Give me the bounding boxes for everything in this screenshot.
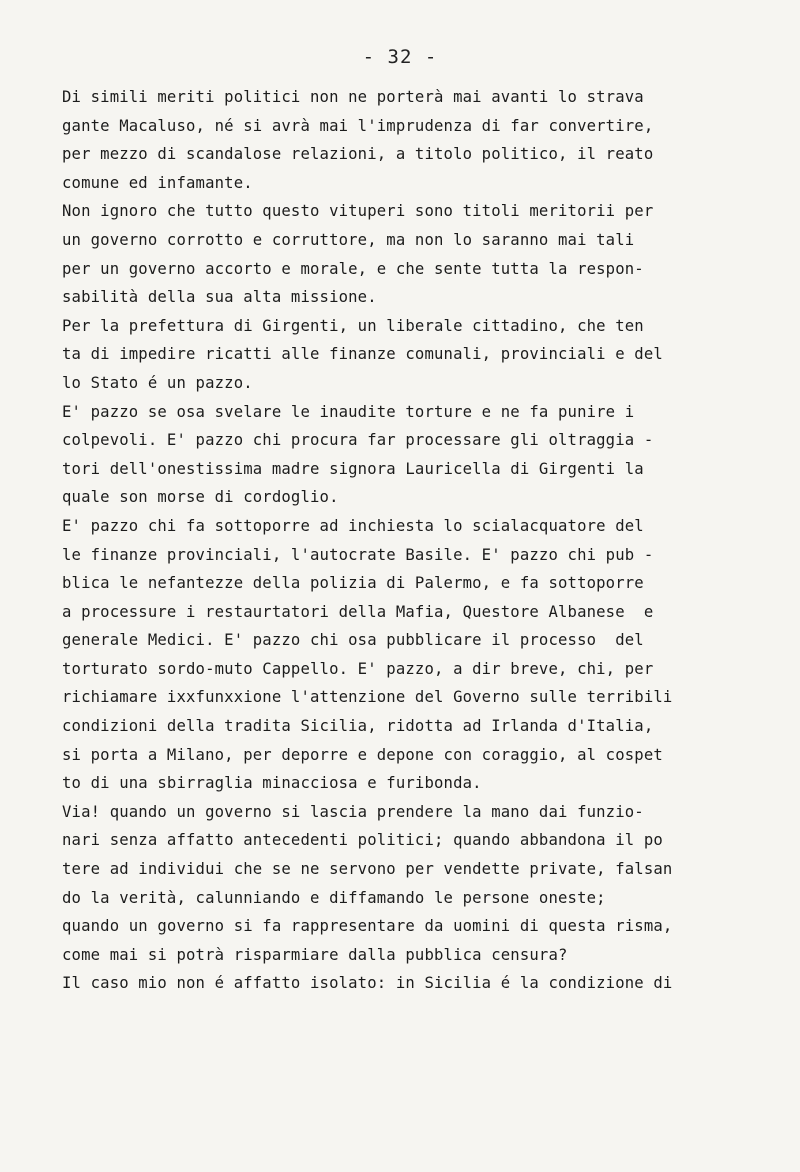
text-line: tere ad individui che se ne servono per vendette private, falsan <box>62 860 673 879</box>
text-line: Non ignoro che tutto questo vituperi sono titoli meritorii per <box>62 202 654 221</box>
text-line: Via! quando un governo si lascia prendere la mano dai funzio- <box>62 802 644 821</box>
text-line: condizioni della tradita Sicilia, ridotta ad Irlanda d'Italia, <box>62 717 654 736</box>
text-line: ta di impedire ricatti alle finanze comunali, provinciali e del <box>62 345 663 364</box>
text-line: E' pazzo chi fa sottoporre ad inchiesta lo scialacquatore del <box>62 516 644 535</box>
text-line: un governo corrotto e corruttore, ma non lo saranno mai tali <box>62 230 635 249</box>
text-line: quale son morse di cordoglio. <box>62 488 339 507</box>
text-line: quando un governo si fa rappresentare da uomini di questa risma, <box>62 917 673 936</box>
text-line: colpevoli. E' pazzo chi procura far processare gli oltraggia - <box>62 431 654 450</box>
text-line: richiamare ixxfunxxione l'attenzione del Governo sulle terribili <box>62 688 673 707</box>
page-number: - 32 - <box>362 46 438 68</box>
text-line: le finanze provinciali, l'autocrate Basile. E' pazzo chi pub - <box>62 545 654 564</box>
text-line: lo Stato é un pazzo. <box>62 373 253 392</box>
body-text <box>62 83 762 998</box>
text-line: sabilità della sua alta missione. <box>62 288 377 307</box>
text-line: do la verità, calunniando e diffamando le persone oneste; <box>62 888 606 907</box>
text-line: Di simili meriti politici non ne porterà mai avanti lo strava <box>62 88 644 106</box>
text-line: Il caso mio non é affatto isolato: in Sicilia é la condizione di <box>62 974 673 993</box>
text-line: nari senza affatto antecedenti politici; quando abbandona il po <box>62 831 663 850</box>
text-line: E' pazzo se osa svelare le inaudite torture e ne fa punire i <box>62 402 635 421</box>
text-line: to di una sbirraglia minacciosa e furibonda. <box>62 774 482 793</box>
text-line: blica le nefantezze della polizia di Palermo, e fa sottoporre <box>62 574 644 593</box>
text-line: comune ed infamante. <box>62 173 253 192</box>
text-line: per un governo accorto e morale, e che sente tutta la respon- <box>62 259 644 278</box>
text-line: come mai si potrà risparmiare dalla pubblica censura? <box>62 945 568 964</box>
text-line: tori dell'onestissima madre signora Lauricella di Girgenti la <box>62 459 644 478</box>
text-line: Per la prefettura di Girgenti, un liberale cittadino, che ten <box>62 316 644 335</box>
text-line: per mezzo di scandalose relazioni, a titolo politico, il reato <box>62 145 654 164</box>
text-line: a processure i restaurtatori della Mafia, Questore Albanese e <box>62 602 654 621</box>
text-line: si porta a Milano, per deporre e depone con coraggio, al cospet <box>62 745 663 764</box>
page-bottom-margin <box>0 1100 800 1172</box>
text-line: gante Macaluso, né si avrà mai l'imprudenza di far convertire, <box>62 116 654 135</box>
text-line: generale Medici. E' pazzo chi osa pubblicare il processo del <box>62 631 644 650</box>
text-line: torturato sordo-muto Cappello. E' pazzo, a dir breve, chi, per <box>62 659 654 678</box>
